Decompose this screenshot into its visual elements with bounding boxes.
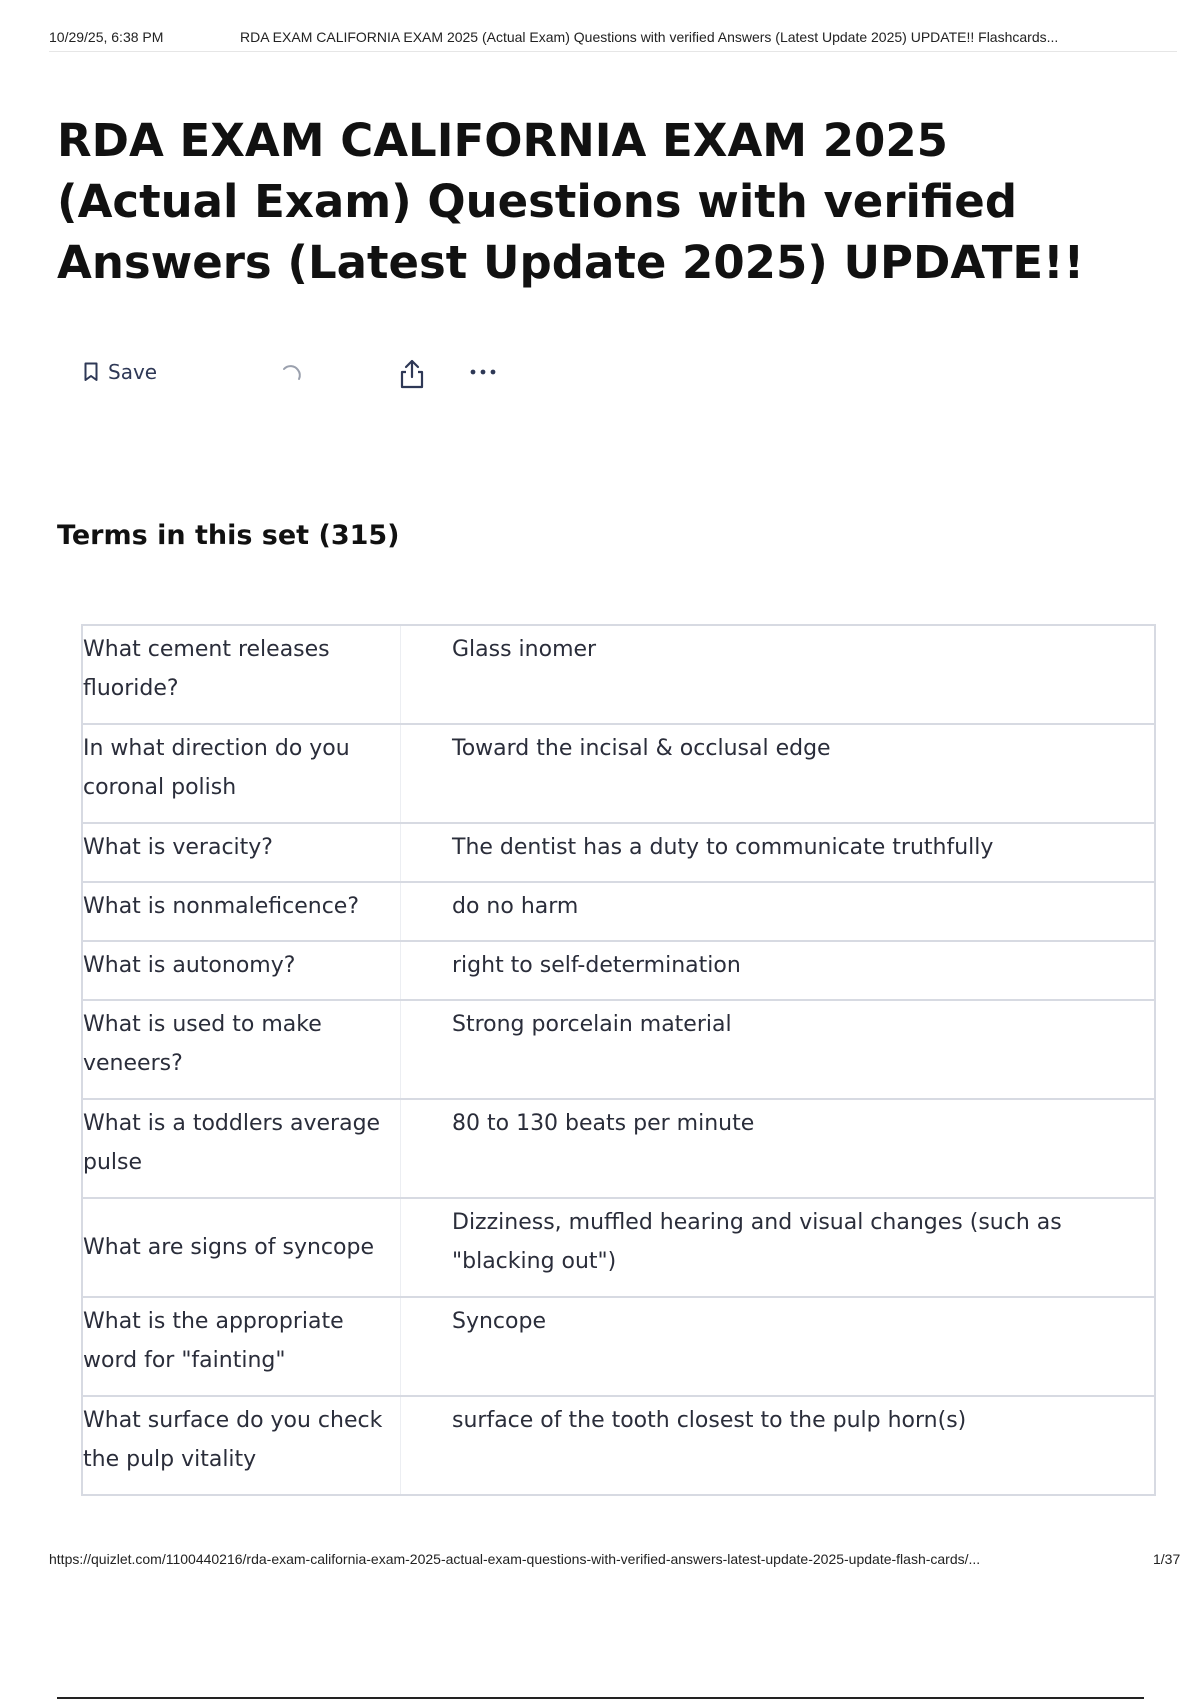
bookmark-icon [84, 362, 98, 382]
set-toolbar [84, 358, 524, 394]
term-text: What is nonmaleficence? [83, 883, 401, 940]
definition-text: right to self-determination [452, 953, 741, 978]
term-text: What surface do you check the pulp vitality [83, 1397, 401, 1494]
term-text: What cement releases fluoride? [83, 626, 401, 723]
print-document-title: RDA EXAM CALIFORNIA EXAM 2025 (Actual Exam) Questions with verified Answers (Latest Update 2025) UPDATE!! Flashcards... [240, 29, 1059, 45]
term-row[interactable] [83, 824, 1154, 883]
more-options-icon[interactable] [468, 362, 498, 386]
term-row[interactable] [83, 725, 1154, 824]
definition-text: Glass inomer [452, 637, 597, 662]
save-label: Save [108, 360, 158, 384]
term-text: What is used to make veneers? [83, 1001, 401, 1098]
term-row[interactable] [83, 1001, 1154, 1100]
term-text: What are signs of syncope [83, 1199, 401, 1296]
term-row[interactable] [83, 1100, 1154, 1199]
definition-text: The dentist has a duty to communicate truthfully [452, 835, 994, 860]
page-divider [57, 1697, 1144, 1699]
terms-heading: Terms in this set (315) [57, 520, 400, 551]
definition-text: surface of the tooth closest to the pulp horn(s) [452, 1408, 967, 1433]
print-header [49, 29, 1177, 52]
term-text: What is veracity? [83, 824, 401, 881]
term-row[interactable] [83, 626, 1154, 725]
terms-table [81, 624, 1156, 1496]
definition-text: Strong porcelain material [452, 1012, 732, 1037]
term-text: What is the appropriate word for "fainting" [83, 1298, 401, 1395]
page-title: RDA EXAM CALIFORNIA EXAM 2025 (Actual Exam) Questions with verified Answers (Latest Update 2025) UPDATE!! [57, 114, 1085, 289]
term-row[interactable] [83, 1298, 1154, 1397]
term-text: What is a toddlers average pulse [83, 1100, 401, 1197]
share-icon[interactable] [398, 358, 426, 394]
term-text: What is autonomy? [83, 942, 401, 999]
definition-text: 80 to 130 beats per minute [452, 1111, 755, 1136]
definition-text: Toward the incisal & occlusal edge [452, 736, 831, 761]
definition-text: Dizziness, muffled hearing and visual changes (such as "blacking out") [452, 1210, 1062, 1274]
page-number: 1/37 [1153, 1551, 1181, 1567]
print-timestamp: 10/29/25, 6:38 PM [49, 29, 164, 45]
term-row[interactable] [83, 1397, 1154, 1496]
term-row[interactable] [83, 883, 1154, 942]
term-row[interactable] [83, 1199, 1154, 1298]
term-row[interactable] [83, 942, 1154, 1001]
term-text: In what direction do you coronal polish [83, 725, 401, 822]
save-button[interactable] [84, 360, 157, 384]
print-url: https://quizlet.com/1100440216/rda-exam-california-exam-2025-actual-exam-questions-with-verified-answers-latest-update-2025-update-flash-cards/... [49, 1551, 981, 1567]
definition-text: Syncope [452, 1309, 546, 1334]
definition-text: do no harm [452, 894, 579, 919]
loading-spinner-icon [278, 362, 304, 392]
